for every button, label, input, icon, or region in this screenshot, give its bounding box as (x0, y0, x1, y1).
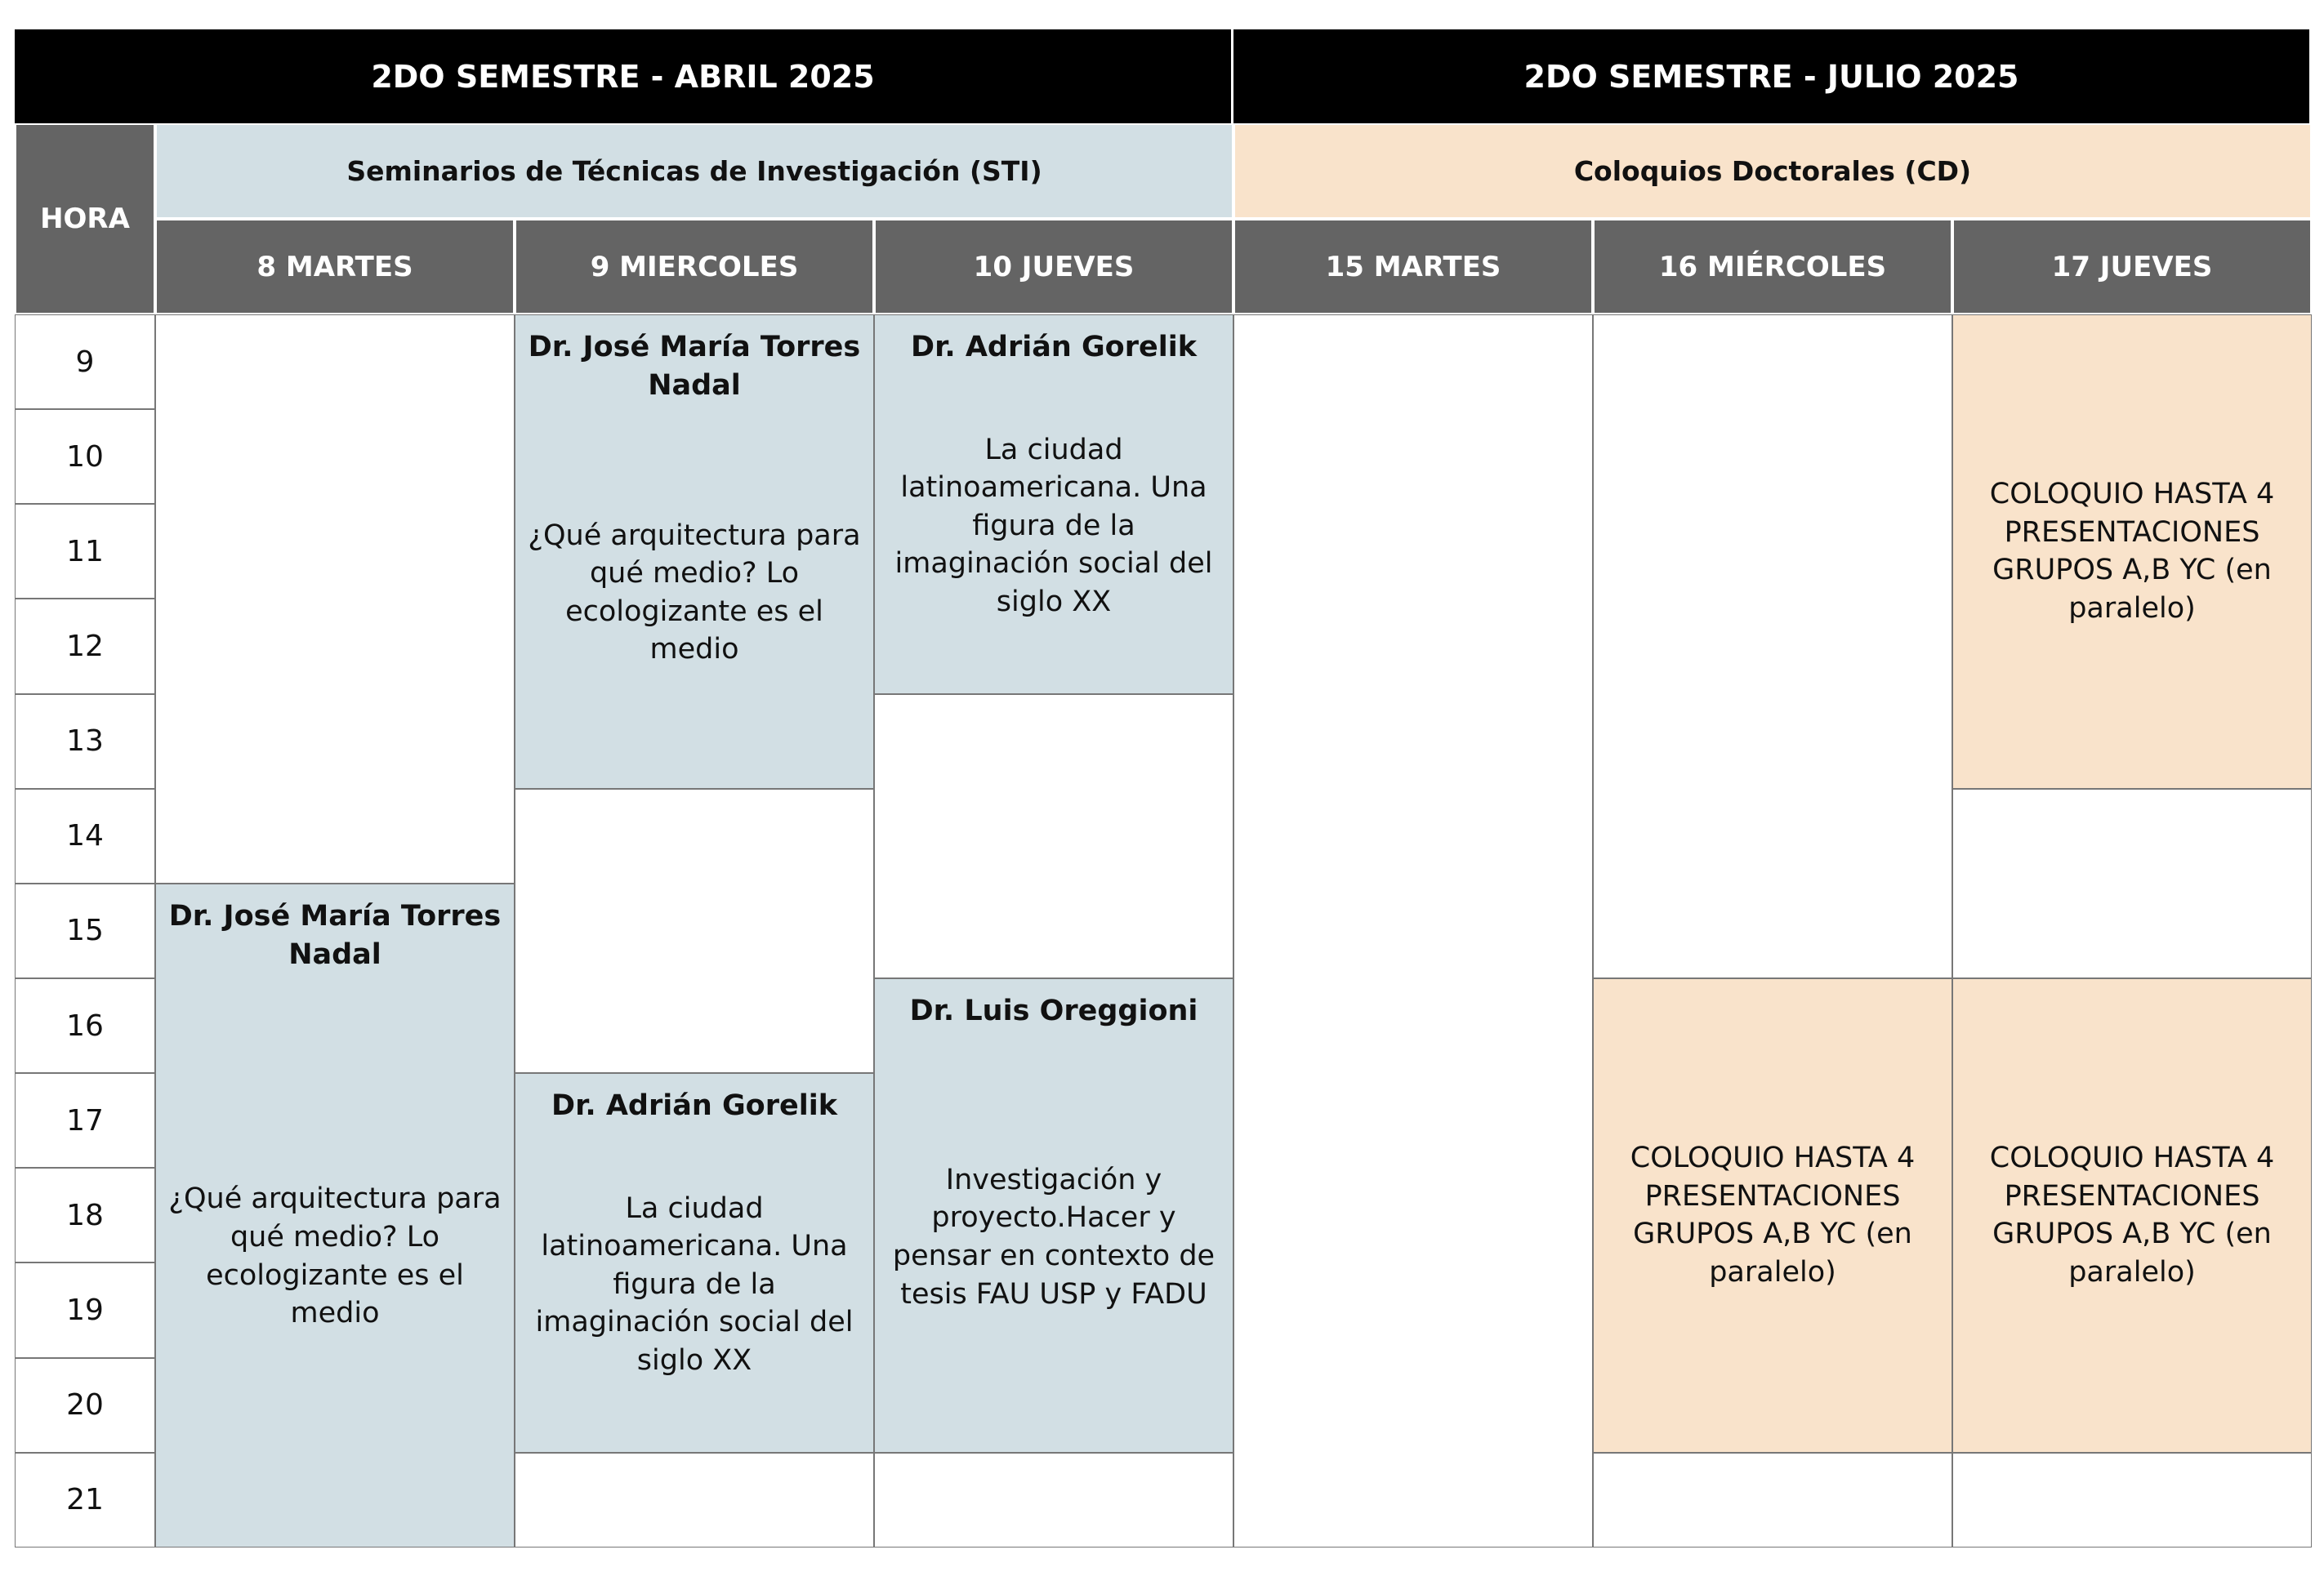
hour-label: 11 (15, 504, 155, 599)
hour-label: 18 (15, 1168, 155, 1262)
hour-column-header: HORA (15, 123, 155, 314)
session-topic: La ciudad latinoamericana. Una figura de la imaginación social del siglo XX (535, 1191, 854, 1377)
session-block[interactable] (515, 314, 874, 789)
day-header: 17 JUEVES (1952, 219, 2312, 314)
semester-header-abril: 2DO SEMESTRE - ABRIL 2025 (15, 29, 1233, 123)
hour-label: 17 (15, 1073, 155, 1168)
session-block[interactable] (874, 314, 1233, 694)
colloquium-block[interactable]: COLOQUIO HASTA 4 PRESENTACIONES GRUPOS A,B YC (en paralelo) (1952, 314, 2312, 789)
session-block[interactable] (515, 1073, 874, 1453)
empty-slot (155, 314, 515, 884)
hour-label: 15 (15, 884, 155, 978)
hour-label: 21 (15, 1453, 155, 1548)
hour-label: 10 (15, 409, 155, 504)
session-topic: Investigación y proyecto.Hacer y pensar en contexto de tesis FAU USP y FADU (892, 1163, 1216, 1311)
empty-slot (1593, 1453, 1952, 1548)
hour-label: 9 (15, 314, 155, 409)
program-header-cd: Coloquios Doctorales (CD) (1233, 123, 2312, 219)
colloquium-block[interactable]: COLOQUIO HASTA 4 PRESENTACIONES GRUPOS A,B YC (en paralelo) (1593, 978, 1952, 1453)
hour-label: 14 (15, 789, 155, 884)
hour-label: 19 (15, 1262, 155, 1357)
hour-label: 13 (15, 694, 155, 789)
session-topic: La ciudad latinoamericana. Una figura de la imaginación social del siglo XX (894, 433, 1213, 618)
day-header: 16 MIÉRCOLES (1593, 219, 1952, 314)
day-header: 15 MARTES (1233, 219, 1593, 314)
empty-slot (1952, 789, 2312, 978)
empty-slot (515, 789, 874, 1073)
speaker-name: Dr. Adrián Gorelik (551, 1089, 837, 1123)
program-header-sti: Seminarios de Técnicas de Investigación (STI) (155, 123, 1233, 219)
hour-label: 16 (15, 978, 155, 1073)
empty-slot (874, 694, 1233, 978)
day-header: 9 MIERCOLES (515, 219, 874, 314)
semester-header-julio: 2DO SEMESTRE - JULIO 2025 (1233, 29, 2312, 123)
speaker-name: Dr. José María Torres Nadal (528, 331, 861, 403)
empty-slot (515, 1453, 874, 1548)
session-topic: ¿Qué arquitectura para qué medio? Lo ecologizante es el medio (168, 1182, 502, 1330)
speaker-name: Dr. Adrián Gorelik (911, 331, 1197, 363)
session-block[interactable] (874, 978, 1233, 1453)
hour-label: 20 (15, 1358, 155, 1453)
empty-slot (1952, 1453, 2312, 1548)
speaker-name: Dr. Luis Oreggioni (909, 994, 1198, 1027)
colloquium-block[interactable]: COLOQUIO HASTA 4 PRESENTACIONES GRUPOS A,B YC (en paralelo) (1952, 978, 2312, 1453)
hour-label: 12 (15, 599, 155, 693)
session-block[interactable] (155, 884, 515, 1548)
empty-slot (1233, 314, 1593, 1548)
schedule-table (15, 29, 2312, 1548)
empty-slot (874, 1453, 1233, 1548)
day-header: 10 JUEVES (874, 219, 1233, 314)
empty-slot (1593, 314, 1952, 978)
speaker-name: Dr. José María Torres Nadal (168, 899, 502, 972)
day-header: 8 MARTES (155, 219, 515, 314)
session-topic: ¿Qué arquitectura para qué medio? Lo ecologizante es el medio (528, 519, 861, 666)
